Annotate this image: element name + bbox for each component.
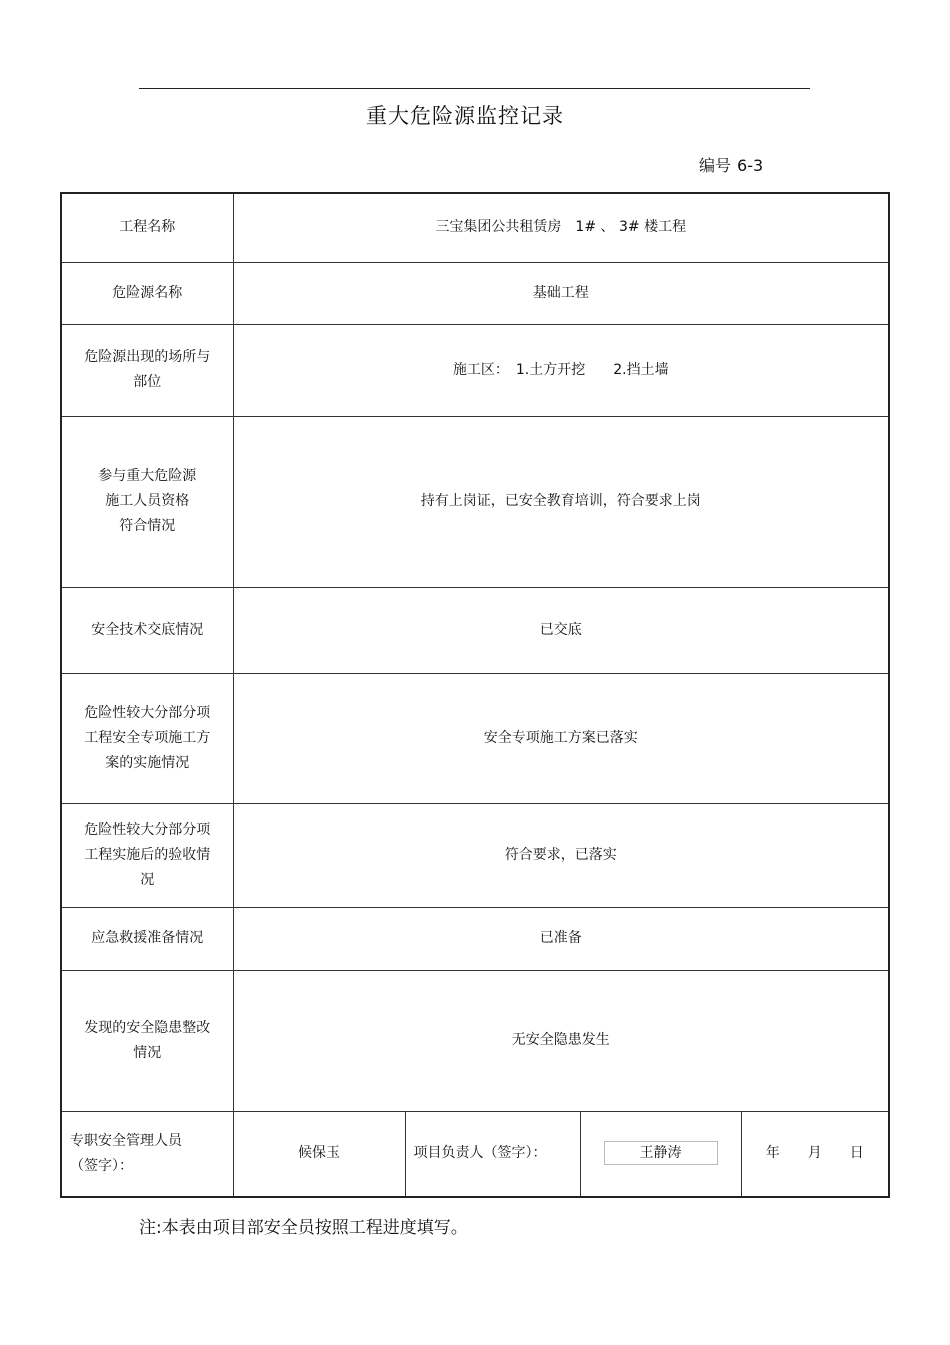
footer-note: 注:本表由项目部安全员按照工程进度填写。 [139,1218,468,1238]
row-label-personnel-qualification: 参与重大危险源 施工人员资格 符合情况 [61,416,233,587]
table-row [61,324,889,416]
table-row [61,673,889,803]
project-manager-signature: 王静涛 [604,1141,718,1165]
row-label-acceptance: 危险性较大分部分项 工程实施后的验收情 况 [61,803,233,907]
table-row [61,587,889,673]
row-value-hazard-name: 基础工程 [233,262,889,324]
table-row [61,970,889,1111]
date-cell [741,1111,889,1197]
row-value-acceptance: 符合要求，已落实 [233,803,889,907]
table-row [61,907,889,970]
row-value-hazard-location: 施工区： 1.土方开挖 2.挡土墙 [233,324,889,416]
row-label-project-name: 工程名称 [61,193,233,262]
document-number-value: 6-3 [737,156,764,175]
row-value-special-plan-implementation: 安全专项施工方案已落实 [233,673,889,803]
project-manager-signature-cell [580,1111,741,1197]
project-manager-label: 项目负责人（签字）： [405,1111,580,1197]
row-label-hazard-rectification: 发现的安全隐患整改 情况 [61,970,233,1111]
row-label-emergency-preparation: 应急救援准备情况 [61,907,233,970]
date-day: 日 [849,1145,864,1162]
row-label-safety-briefing: 安全技术交底情况 [61,587,233,673]
row-value-hazard-rectification: 无安全隐患发生 [233,970,889,1111]
row-value-safety-briefing: 已交底 [233,587,889,673]
safety-officer-label: 专职安全管理人员 （签字）： [61,1111,233,1197]
table-row [61,262,889,324]
document-number-label: 编号 [699,156,732,175]
row-value-personnel-qualification: 持有上岗证，已安全教育培训，符合要求上岗 [233,416,889,587]
signature-row [61,1111,889,1197]
date-month: 月 [807,1145,822,1162]
table-row [61,803,889,907]
row-label-hazard-name: 危险源名称 [61,262,233,324]
table-row [61,416,889,587]
monitoring-record-table [60,192,890,1198]
table-row [61,193,889,262]
date-year: 年 [765,1145,780,1162]
row-label-hazard-location: 危险源出现的场所与 部位 [61,324,233,416]
row-label-special-plan-implementation: 危险性较大分部分项 工程安全专项施工方 案的实施情况 [61,673,233,803]
document-title: 重大危险源监控记录 [366,104,564,128]
row-value-emergency-preparation: 已准备 [233,907,889,970]
top-rule [139,88,810,89]
row-value-project-name: 三宝集团公共租赁房 1# 、 3# 楼工程 [233,193,889,262]
document-number [699,153,763,176]
safety-officer-signature: 候保玉 [233,1111,405,1197]
